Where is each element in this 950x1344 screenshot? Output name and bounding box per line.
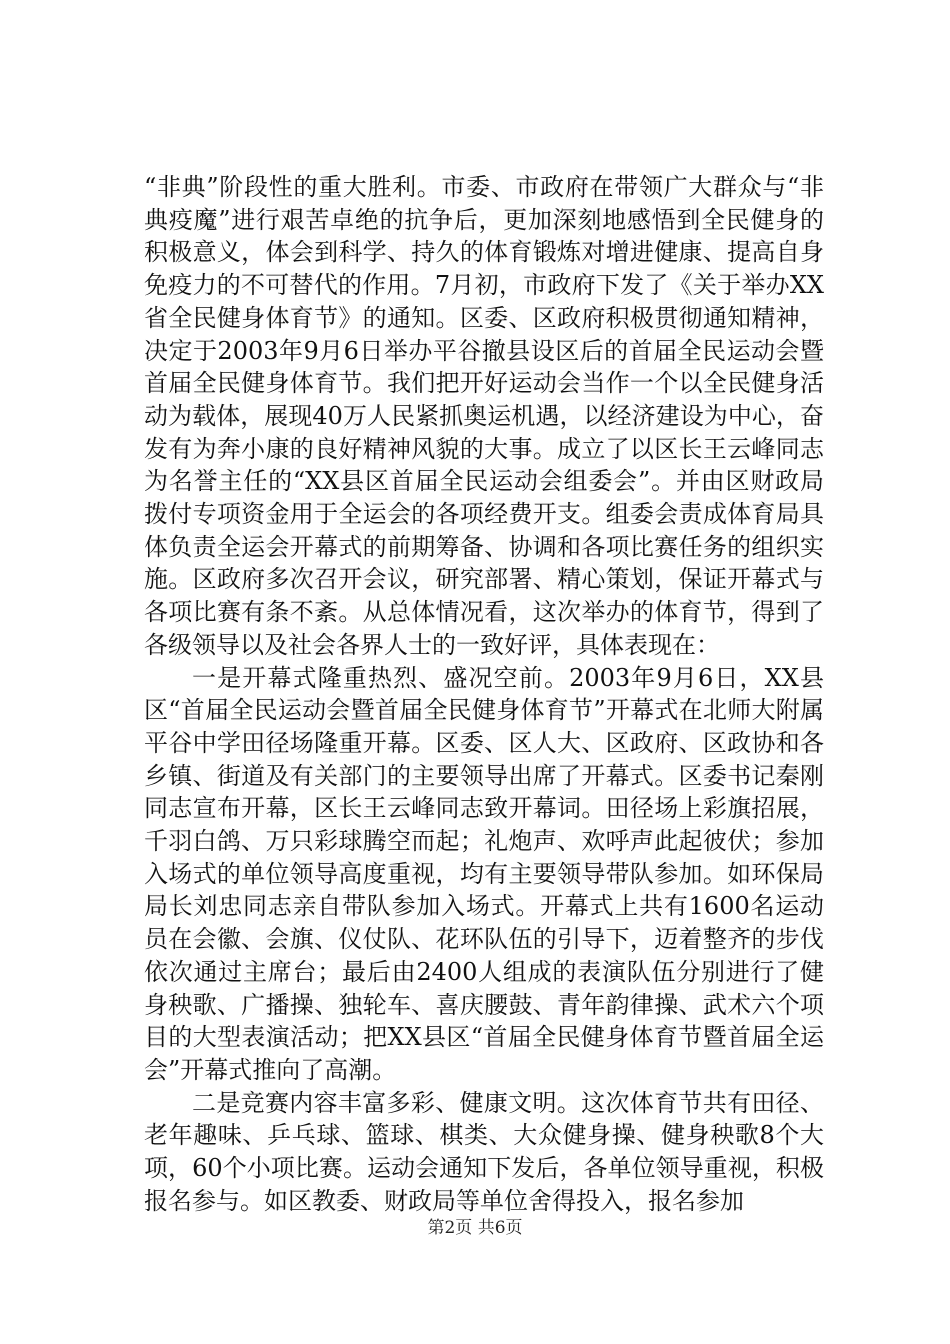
page-number-footer: 第2页 共6页 — [427, 1218, 523, 1238]
paragraph-2: 一是开幕式隆重热烈、盛况空前。2003年9月6日，XX县区“首届全民运动会暨首届全民健身体育节”开幕式在北师大附属平谷中学田径场隆重开幕。区委、区人大、区政府、区政协和各乡镇、街道及有关部门的主要领导出席了开幕式。区委书记秦刚同志宣布开幕，区长王云峰同志致开幕词。田径场上彩旗招展，千羽白鸽、万只彩球腾空而起；礼炮声、欢呼声此起彼伏；参加入场式的单位领导高度重视，均有主要领导带队参加。如环保局局长刘忠同志亲自带队参加入场式。开幕式上共有1600名运动员在会徽、会旗、仪仗队、花环队伍的引导下，迈着整齐的步伐依次通过主席台；最后由2400人组成的表演队伍分别进行了健身秧歌、广播操、独轮车、喜庆腰鼓、青年韵律操、武术六个项目的大型表演活动；把XX县区“首届全民健身体育节暨首届全运会”开幕式推向了高潮。 — [144, 663, 824, 1084]
paragraph-3: 二是竞赛内容丰富多彩、健康文明。这次体育节共有田径、老年趣味、乒乓球、篮球、棋类、大众健身操、健身秧歌8个大项，60个小项比赛。运动会通知下发后，各单位领导重视，积极报名参与。如区教委、财政局等单位舍得投入，报名参加 — [144, 1088, 824, 1215]
document-body — [144, 171, 824, 1218]
paragraph-1: “非典”阶段性的重大胜利。市委、市政府在带领广大群众与“非典疫魔”进行艰苦卓绝的抗争后，更加深刻地感悟到全民健身的积极意义，体会到科学、持久的体育锻炼对增进健康、提高自身免疫力的不可替代的作用。7月初，市政府下发了《关于举办XX省全民健身体育节》的通知。区委、区政府积极贯彻通知精神，决定于2003年9月6日举办平谷撤县设区后的首届全民运动会暨首届全民健身体育节。我们把开好运动会当作一个以全民健身活动为载体，展现40万人民紧抓奥运机遇，以经济建设为中心，奋发有为奔小康的良好精神风貌的大事。成立了以区长王云峰同志为名誉主任的“XX县区首届全民运动会组委会”。并由区财政局拨付专项资金用于全运会的各项经费开支。组委会责成体育局具体负责全运会开幕式的前期筹备、协调和各项比赛任务的组织实施。区政府多次召开会议，研究部署、精心策划，保证开幕式与各项比赛有条不紊。从总体情况看，这次举办的体育节，得到了各级领导以及社会各界人士的一致好评，具体表现在： — [144, 173, 824, 659]
